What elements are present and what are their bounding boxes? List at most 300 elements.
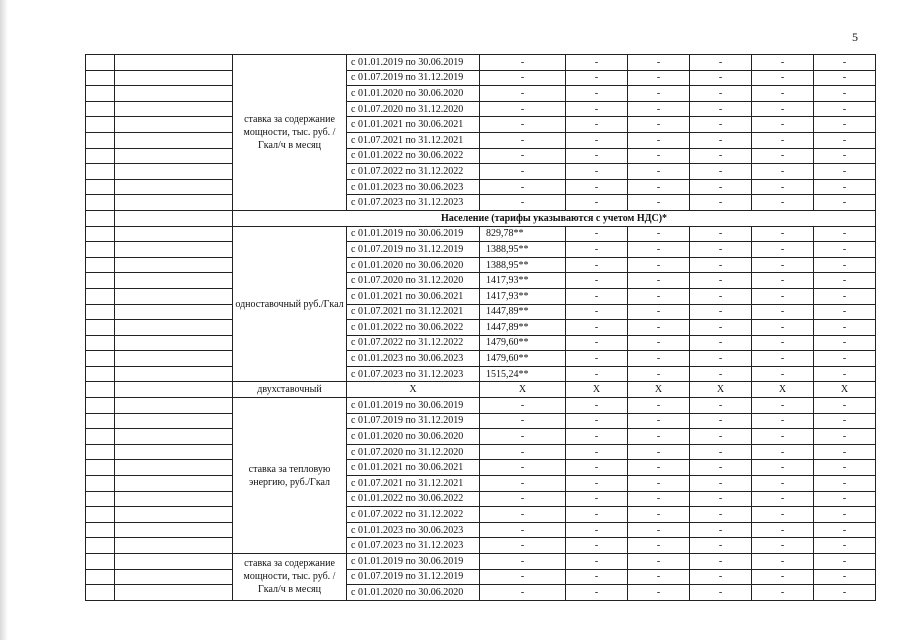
empty-value: - [628, 195, 690, 211]
tariff-value: 1515,24** [480, 366, 566, 382]
name-cell [115, 86, 233, 102]
empty-value: - [480, 569, 566, 585]
period-cell: с 01.07.2022 по 31.12.2022 [347, 507, 480, 523]
empty-value: - [566, 288, 628, 304]
row-number-cell [86, 460, 115, 476]
period-cell: с 01.01.2022 по 30.06.2022 [347, 491, 480, 507]
row-number-cell [86, 210, 115, 226]
empty-value: - [566, 413, 628, 429]
name-cell [115, 242, 233, 258]
empty-value: - [628, 55, 690, 71]
name-cell [115, 148, 233, 164]
row-number-cell [86, 351, 115, 367]
period-cell: с 01.07.2021 по 31.12.2021 [347, 476, 480, 492]
empty-value: - [814, 195, 876, 211]
table-row [86, 476, 876, 492]
empty-value: - [480, 179, 566, 195]
empty-value: - [628, 304, 690, 320]
empty-value: - [690, 366, 752, 382]
tariff-value: 829,78** [480, 226, 566, 242]
row-number-cell [86, 195, 115, 211]
empty-value: - [814, 491, 876, 507]
empty-value: - [566, 304, 628, 320]
empty-value: - [566, 70, 628, 86]
empty-value: - [814, 538, 876, 554]
period-cell: с 01.01.2020 по 30.06.2020 [347, 429, 480, 445]
empty-value: - [814, 413, 876, 429]
period-cell: с 01.07.2020 по 31.12.2020 [347, 101, 480, 117]
empty-value: - [566, 569, 628, 585]
table-row [86, 538, 876, 554]
table-row [86, 132, 876, 148]
empty-value: - [752, 101, 814, 117]
table-row [86, 288, 876, 304]
empty-value: - [566, 226, 628, 242]
empty-value: - [752, 288, 814, 304]
empty-value: - [752, 70, 814, 86]
empty-value: - [628, 413, 690, 429]
empty-value: - [566, 522, 628, 538]
empty-value: - [690, 413, 752, 429]
table-row [86, 522, 876, 538]
table-row [86, 351, 876, 367]
empty-value: - [690, 179, 752, 195]
empty-value: - [814, 70, 876, 86]
tariff-table [85, 54, 876, 601]
empty-value: - [566, 444, 628, 460]
empty-value: - [628, 148, 690, 164]
table-row [86, 117, 876, 133]
period-cell: с 01.01.2019 по 30.06.2019 [347, 55, 480, 71]
not-applicable-cell: X [347, 382, 480, 398]
row-number-cell [86, 491, 115, 507]
empty-value: - [628, 101, 690, 117]
empty-value: - [752, 366, 814, 382]
empty-value: - [566, 179, 628, 195]
empty-value: - [690, 351, 752, 367]
period-cell: с 01.07.2019 по 31.12.2019 [347, 413, 480, 429]
empty-value: - [690, 288, 752, 304]
period-cell: с 01.01.2019 по 30.06.2019 [347, 554, 480, 570]
empty-value: - [814, 304, 876, 320]
empty-value: - [690, 585, 752, 601]
empty-value: - [690, 476, 752, 492]
empty-value: - [480, 117, 566, 133]
row-number-cell [86, 444, 115, 460]
empty-value: - [566, 460, 628, 476]
empty-value: - [480, 148, 566, 164]
period-cell: с 01.01.2021 по 30.06.2021 [347, 288, 480, 304]
empty-value: - [628, 320, 690, 336]
empty-value: - [628, 70, 690, 86]
period-cell: с 01.07.2022 по 31.12.2022 [347, 335, 480, 351]
period-cell: с 01.01.2020 по 30.06.2020 [347, 585, 480, 601]
row-number-cell [86, 569, 115, 585]
empty-value: - [480, 195, 566, 211]
name-cell [115, 195, 233, 211]
empty-value: - [566, 491, 628, 507]
empty-value: - [814, 444, 876, 460]
empty-value: - [690, 132, 752, 148]
empty-value: - [628, 522, 690, 538]
period-cell: с 01.07.2019 по 31.12.2019 [347, 569, 480, 585]
period-cell: с 01.01.2019 по 30.06.2019 [347, 226, 480, 242]
table-row [86, 179, 876, 195]
empty-value: - [814, 55, 876, 71]
empty-value: - [690, 101, 752, 117]
not-applicable-cell: X [752, 382, 814, 398]
empty-value: - [566, 554, 628, 570]
empty-value: - [752, 507, 814, 523]
period-cell: с 01.07.2023 по 31.12.2023 [347, 366, 480, 382]
empty-value: - [628, 476, 690, 492]
row-number-cell [86, 179, 115, 195]
empty-value: - [480, 554, 566, 570]
empty-value: - [752, 226, 814, 242]
empty-value: - [752, 195, 814, 211]
name-cell [115, 366, 233, 382]
row-number-cell [86, 273, 115, 289]
table-row [86, 569, 876, 585]
row-number-cell [86, 320, 115, 336]
empty-value: - [752, 522, 814, 538]
empty-value: - [480, 507, 566, 523]
period-cell: с 01.01.2023 по 30.06.2023 [347, 179, 480, 195]
row-number-cell [86, 382, 115, 398]
name-cell [115, 335, 233, 351]
tariff-value: 1479,60** [480, 351, 566, 367]
empty-value: - [566, 585, 628, 601]
empty-value: - [752, 585, 814, 601]
name-cell [115, 382, 233, 398]
table-row [86, 554, 876, 570]
empty-value: - [628, 117, 690, 133]
empty-value: - [690, 273, 752, 289]
empty-value: - [480, 55, 566, 71]
empty-value: - [752, 554, 814, 570]
row-number-cell [86, 288, 115, 304]
empty-value: - [752, 569, 814, 585]
empty-value: - [814, 507, 876, 523]
table-row [86, 491, 876, 507]
empty-value: - [814, 164, 876, 180]
empty-value: - [628, 226, 690, 242]
empty-value: - [566, 335, 628, 351]
row-number-cell [86, 398, 115, 414]
empty-value: - [814, 398, 876, 414]
empty-value: - [628, 491, 690, 507]
row-number-cell [86, 476, 115, 492]
name-cell [115, 70, 233, 86]
table-row [86, 507, 876, 523]
name-cell [115, 522, 233, 538]
table-row [86, 444, 876, 460]
period-cell: с 01.01.2022 по 30.06.2022 [347, 148, 480, 164]
empty-value: - [628, 366, 690, 382]
empty-value: - [752, 491, 814, 507]
table-row [86, 55, 876, 71]
empty-value: - [690, 444, 752, 460]
empty-value: - [752, 242, 814, 258]
tariff-value: 1417,93** [480, 288, 566, 304]
tariff-value: 1447,89** [480, 304, 566, 320]
name-cell [115, 444, 233, 460]
row-number-cell [86, 429, 115, 445]
empty-value: - [566, 195, 628, 211]
tariff-value: 1388,95** [480, 257, 566, 273]
empty-value: - [628, 335, 690, 351]
empty-value: - [628, 179, 690, 195]
table-row [86, 413, 876, 429]
empty-value: - [628, 398, 690, 414]
period-cell: с 01.07.2021 по 31.12.2021 [347, 304, 480, 320]
empty-value: - [480, 444, 566, 460]
table-row [86, 164, 876, 180]
empty-value: - [690, 148, 752, 164]
empty-value: - [566, 257, 628, 273]
parameter-label: двухставочный [233, 382, 347, 398]
empty-value: - [690, 538, 752, 554]
empty-value: - [480, 585, 566, 601]
table-row [86, 70, 876, 86]
row-number-cell [86, 164, 115, 180]
name-cell [115, 257, 233, 273]
table-row [86, 320, 876, 336]
empty-value: - [628, 569, 690, 585]
name-cell [115, 476, 233, 492]
empty-value: - [814, 366, 876, 382]
table-row [86, 382, 876, 398]
not-applicable-cell: X [628, 382, 690, 398]
empty-value: - [690, 569, 752, 585]
period-cell: с 01.01.2021 по 30.06.2021 [347, 117, 480, 133]
name-cell [115, 491, 233, 507]
empty-value: - [566, 320, 628, 336]
parameter-label: ставка за содержание мощности, тыс. руб. /Гкал/ч в месяц [233, 554, 347, 601]
table-row [86, 257, 876, 273]
table-row [86, 226, 876, 242]
empty-value: - [690, 429, 752, 445]
name-cell [115, 554, 233, 570]
name-cell [115, 507, 233, 523]
empty-value: - [752, 55, 814, 71]
name-cell [115, 351, 233, 367]
page-number: 5 [852, 30, 858, 44]
empty-value: - [814, 101, 876, 117]
empty-value: - [566, 117, 628, 133]
period-cell: с 01.01.2023 по 30.06.2023 [347, 522, 480, 538]
empty-value: - [628, 257, 690, 273]
empty-value: - [628, 164, 690, 180]
period-cell: с 01.01.2022 по 30.06.2022 [347, 320, 480, 336]
empty-value: - [566, 507, 628, 523]
row-number-cell [86, 257, 115, 273]
empty-value: - [690, 398, 752, 414]
empty-value: - [480, 101, 566, 117]
empty-value: - [480, 70, 566, 86]
not-applicable-cell: X [480, 382, 566, 398]
empty-value: - [690, 195, 752, 211]
empty-value: - [814, 585, 876, 601]
period-cell: с 01.01.2020 по 30.06.2020 [347, 257, 480, 273]
tariff-value: 1417,93** [480, 273, 566, 289]
row-number-cell [86, 335, 115, 351]
empty-value: - [566, 398, 628, 414]
empty-value: - [566, 476, 628, 492]
not-applicable-cell: X [690, 382, 752, 398]
row-number-cell [86, 55, 115, 71]
name-cell [115, 117, 233, 133]
row-number-cell [86, 101, 115, 117]
empty-value: - [690, 86, 752, 102]
empty-value: - [480, 86, 566, 102]
period-cell: с 01.07.2023 по 31.12.2023 [347, 538, 480, 554]
empty-value: - [566, 273, 628, 289]
empty-value: - [814, 257, 876, 273]
table-row [86, 335, 876, 351]
table-row [86, 101, 876, 117]
table-row [86, 195, 876, 211]
row-number-cell [86, 507, 115, 523]
period-cell: с 01.07.2020 по 31.12.2020 [347, 444, 480, 460]
empty-value: - [566, 86, 628, 102]
empty-value: - [752, 444, 814, 460]
empty-value: - [814, 273, 876, 289]
period-cell: с 01.01.2020 по 30.06.2020 [347, 86, 480, 102]
empty-value: - [752, 538, 814, 554]
empty-value: - [566, 538, 628, 554]
empty-value: - [690, 335, 752, 351]
empty-value: - [814, 335, 876, 351]
empty-value: - [566, 366, 628, 382]
empty-value: - [480, 429, 566, 445]
empty-value: - [690, 460, 752, 476]
parameter-label: ставка за содержание мощности, тыс. руб. /Гкал/ч в месяц [233, 55, 347, 211]
name-cell [115, 320, 233, 336]
empty-value: - [814, 429, 876, 445]
row-number-cell [86, 86, 115, 102]
empty-value: - [566, 101, 628, 117]
row-number-cell [86, 366, 115, 382]
row-number-cell [86, 413, 115, 429]
empty-value: - [628, 351, 690, 367]
empty-value: - [752, 320, 814, 336]
name-cell [115, 132, 233, 148]
empty-value: - [480, 522, 566, 538]
empty-value: - [566, 55, 628, 71]
empty-value: - [814, 288, 876, 304]
empty-value: - [566, 164, 628, 180]
empty-value: - [690, 257, 752, 273]
period-cell: с 01.07.2019 по 31.12.2019 [347, 70, 480, 86]
row-number-cell [86, 117, 115, 133]
parameter-label: одноставочный руб./Гкал [233, 226, 347, 382]
empty-value: - [566, 429, 628, 445]
row-number-cell [86, 522, 115, 538]
table-row [86, 429, 876, 445]
empty-value: - [480, 491, 566, 507]
period-cell: с 01.07.2023 по 31.12.2023 [347, 195, 480, 211]
empty-value: - [690, 55, 752, 71]
empty-value: - [814, 569, 876, 585]
scan-edge-shadow [0, 0, 8, 640]
empty-value: - [690, 226, 752, 242]
empty-value: - [690, 491, 752, 507]
empty-value: - [480, 476, 566, 492]
empty-value: - [814, 132, 876, 148]
empty-value: - [752, 460, 814, 476]
name-cell [115, 101, 233, 117]
name-cell [115, 538, 233, 554]
empty-value: - [752, 132, 814, 148]
empty-value: - [628, 273, 690, 289]
empty-value: - [752, 273, 814, 289]
empty-value: - [628, 554, 690, 570]
empty-value: - [814, 86, 876, 102]
row-number-cell [86, 304, 115, 320]
empty-value: - [814, 522, 876, 538]
section-heading: Население (тарифы указываются с учетом НДС)* [233, 210, 876, 226]
empty-value: - [628, 86, 690, 102]
name-cell [115, 288, 233, 304]
name-cell [115, 429, 233, 445]
empty-value: - [814, 460, 876, 476]
empty-value: - [480, 413, 566, 429]
empty-value: - [566, 242, 628, 258]
name-cell [115, 304, 233, 320]
empty-value: - [690, 164, 752, 180]
empty-value: - [628, 242, 690, 258]
empty-value: - [566, 132, 628, 148]
name-cell [115, 569, 233, 585]
name-cell [115, 413, 233, 429]
empty-value: - [752, 413, 814, 429]
period-cell: с 01.01.2019 по 30.06.2019 [347, 398, 480, 414]
empty-value: - [752, 148, 814, 164]
empty-value: - [480, 132, 566, 148]
row-number-cell [86, 148, 115, 164]
empty-value: - [752, 476, 814, 492]
empty-value: - [690, 320, 752, 336]
empty-value: - [690, 304, 752, 320]
tariff-value: 1479,60** [480, 335, 566, 351]
name-cell [115, 164, 233, 180]
row-number-cell [86, 242, 115, 258]
section-row [86, 210, 876, 226]
not-applicable-cell: X [566, 382, 628, 398]
period-cell: с 01.07.2020 по 31.12.2020 [347, 273, 480, 289]
table-row [86, 242, 876, 258]
name-cell [115, 460, 233, 476]
empty-value: - [752, 304, 814, 320]
empty-value: - [752, 351, 814, 367]
name-cell [115, 226, 233, 242]
empty-value: - [752, 164, 814, 180]
empty-value: - [690, 70, 752, 86]
table-row [86, 86, 876, 102]
empty-value: - [628, 460, 690, 476]
name-cell [115, 398, 233, 414]
period-cell: с 01.07.2022 по 31.12.2022 [347, 164, 480, 180]
empty-value: - [752, 117, 814, 133]
empty-value: - [566, 351, 628, 367]
empty-value: - [566, 148, 628, 164]
empty-value: - [690, 117, 752, 133]
empty-value: - [814, 320, 876, 336]
tariff-value: 1447,89** [480, 320, 566, 336]
table-row [86, 366, 876, 382]
row-number-cell [86, 132, 115, 148]
